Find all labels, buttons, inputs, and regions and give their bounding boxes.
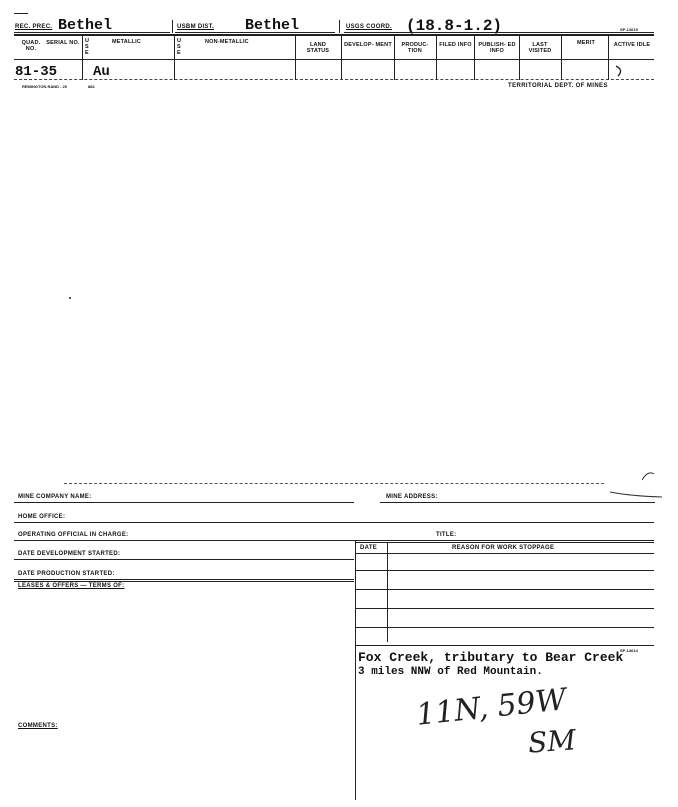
rec-prec-underline — [14, 32, 170, 33]
printer-credit: REMINGTON RAND - 20 — [22, 84, 68, 89]
col-line-2 — [174, 35, 175, 80]
handwritten-township: 11N, 59W — [414, 682, 569, 733]
col-line-1 — [82, 35, 83, 80]
home-office-line — [14, 522, 654, 523]
col-line-8 — [519, 35, 520, 80]
form-number-top: SP-14615 — [620, 27, 638, 32]
col-filed-info: FILED INFO — [439, 42, 472, 48]
date-dev-line — [14, 559, 354, 560]
col-land-status: LAND STATUS — [306, 42, 330, 54]
card-top-dashed — [64, 483, 604, 484]
sep-title-1 — [172, 20, 173, 33]
rec-prec-value: Bethel — [58, 17, 113, 34]
mine-address-line — [380, 502, 655, 503]
col-merit: MERIT — [576, 40, 596, 46]
col-published-info: PUBLISH- ED INFO — [478, 42, 516, 54]
official-line-double — [355, 542, 654, 543]
official-line — [14, 540, 654, 541]
usgs-coord-value: (18.8-1.2) — [406, 17, 503, 35]
col-line-5 — [394, 35, 395, 80]
col-serial-no: SERIAL NO. — [46, 40, 80, 46]
col-line-4 — [341, 35, 342, 80]
leases-offers-label: LEASES & OFFERS — TERMS OF: — [18, 583, 125, 589]
stoppage-row-3 — [355, 589, 654, 590]
col-quad-no: QUAD. NO. — [21, 40, 41, 52]
col-non-metallic: NON-METALLIC — [205, 39, 249, 45]
comments-label: COMMENTS: — [18, 723, 58, 729]
date-prod-line — [14, 579, 354, 580]
col-metallic: METALLIC — [112, 39, 141, 45]
comments-divider — [355, 650, 356, 800]
mine-company-line — [14, 502, 354, 503]
stoppage-row-6 — [355, 645, 654, 646]
dept-footer: TERRITORIAL DEPT. OF MINES — [508, 83, 608, 89]
handwritten-meridian: SM — [526, 723, 577, 760]
printer-number: 882 — [88, 84, 95, 89]
stoppage-row-1 — [355, 553, 654, 554]
row-rule-dashed — [14, 79, 654, 80]
mine-address-label: MINE ADDRESS: — [386, 494, 438, 500]
header-rule-top-double — [14, 35, 654, 36]
col-production: PRODUC- TION — [401, 42, 429, 54]
usgs-coord-underline — [344, 32, 654, 33]
speck — [69, 297, 71, 299]
stoppage-row-4 — [355, 608, 654, 609]
col-line-9 — [561, 35, 562, 80]
date-dev-started-label: DATE DEVELOPMENT STARTED: — [18, 551, 121, 557]
header-rule-bottom — [14, 59, 654, 60]
operating-official-label: OPERATING OFFICIAL IN CHARGE: — [18, 532, 129, 538]
home-office-label: HOME OFFICE: — [18, 514, 66, 520]
col-line-7 — [474, 35, 475, 80]
sep-title-2 — [339, 20, 340, 33]
metallic-value: Au — [93, 64, 110, 80]
stoppage-row-2 — [355, 570, 654, 571]
title-label: TITLE: — [436, 532, 457, 538]
col-use-right: U S E — [177, 38, 182, 56]
rec-prec-label: REC. PREC. — [15, 24, 53, 30]
form-number-bottom: SP-14614 — [620, 648, 638, 653]
location-line-2: 3 miles NNW of Red Mountain. — [358, 666, 543, 678]
usbm-dist-value: Bethel — [245, 17, 300, 34]
date-prod-line-double — [14, 581, 354, 582]
date-prod-started-label: DATE PRODUCTION STARTED: — [18, 571, 115, 577]
col-line-10 — [608, 35, 609, 80]
col-line-3 — [295, 35, 296, 80]
col-line-6 — [436, 35, 437, 80]
usgs-coord-label: USGS COORD. — [346, 24, 392, 30]
col-last-visited: LAST VISITED — [528, 42, 552, 54]
location-line-1: Fox Creek, tributary to Bear Creek — [358, 650, 624, 665]
usbm-dist-label: USBM DIST. — [177, 24, 215, 30]
usbm-dist-underline — [175, 32, 335, 33]
mine-company-name-label: MINE COMPANY NAME: — [18, 494, 92, 500]
stoppage-left-border — [355, 540, 356, 650]
date-column-label: DATE — [360, 545, 378, 551]
card-corner-rule — [14, 13, 28, 14]
quad-serial-value: 81-35 — [15, 64, 58, 80]
col-use-left: U S E — [85, 38, 90, 56]
corner-curl-icon — [600, 470, 670, 500]
col-development: DEVELOP- MENT — [344, 42, 392, 48]
idle-mark-icon — [612, 64, 626, 78]
stoppage-row-5 — [355, 627, 654, 628]
col-active-idle: ACTIVE IDLE — [613, 42, 651, 48]
reason-stoppage-label: REASON FOR WORK STOPPAGE — [452, 545, 555, 551]
